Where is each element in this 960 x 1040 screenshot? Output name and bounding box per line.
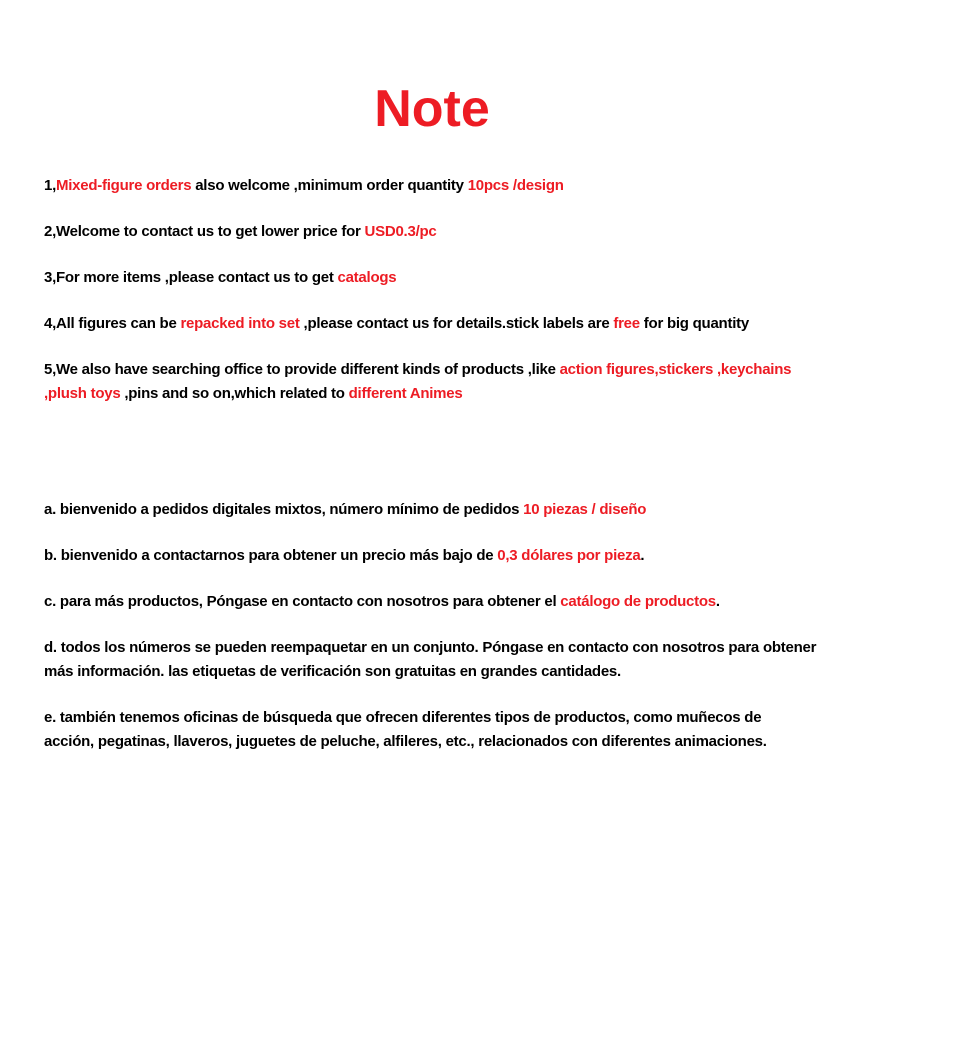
notes-spanish-section [44,498,920,754]
notes-english-section [44,174,920,406]
text-segment: 5,We also have searching office to provide different kinds of products ,like [44,360,560,378]
note-line [44,382,920,406]
text-segment: más información. las etiquetas de verificación son gratuitas en grandes cantidades. [44,662,621,680]
text-segment: 4,All figures can be [44,314,181,332]
text-segment: e. también tenemos oficinas de búsqueda que ofrecen diferentes tipos de productos, como muñecos de [44,708,762,726]
highlighted-text: free [613,314,640,332]
note-line [44,266,920,290]
note-line [44,220,920,244]
note-en [44,174,920,198]
note-line [44,636,920,660]
text-segment: b. bienvenido a contactarnos para obtener un precio más bajo de [44,546,498,564]
text-segment: 2,Welcome to contact us to get lower price for [44,222,365,240]
note-page [0,80,960,1040]
note-en [44,220,920,244]
text-segment: 1, [44,176,57,194]
note-line [44,590,920,614]
highlighted-text: ,plush toys [44,384,121,402]
note-line [44,358,920,382]
highlighted-text: catalogs [337,268,397,286]
note-en [44,358,920,406]
highlighted-text: action figures,stickers ,keychains [559,360,792,378]
note-es [44,498,920,522]
highlighted-text: repacked into set [180,314,300,332]
highlighted-text: Mixed-figure orders [56,176,192,194]
highlighted-text: 0,3 dólares por pieza [497,546,641,564]
note-line [44,174,920,198]
note-es [44,636,920,684]
text-segment: d. todos los números se pueden reempaquetar en un conjunto. Póngase en contacto con nosotros para obtener [44,638,817,656]
note-en [44,312,920,336]
note-line [44,706,920,730]
text-segment: 3,For more items ,please contact us to get [44,268,338,286]
text-segment: a. bienvenido a pedidos digitales mixtos, número mínimo de pedidos [44,500,524,518]
text-segment: acción, pegatinas, llaveros, juguetes de peluche, alfileres, etc., relacionados con diferentes animaciones. [44,732,767,750]
highlighted-text: USD0.3/pc [364,222,437,240]
note-es [44,590,920,614]
note-line [44,312,920,336]
text-segment: also welcome ,minimum order quantity [191,176,468,194]
text-segment: . [640,546,645,564]
text-segment: c. para más productos, Póngase en contacto con nosotros para obtener el [44,592,561,610]
highlighted-text: catálogo de productos [560,592,716,610]
note-es [44,706,920,754]
highlighted-text: 10pcs /design [467,176,564,194]
note-line [44,498,920,522]
note-es [44,544,920,568]
note-en [44,266,920,290]
note-line [44,660,920,684]
text-segment: ,pins and so on,which related to [120,384,349,402]
text-segment: . [715,592,720,610]
page-title: Note [374,80,490,138]
text-segment: ,please contact us for details.stick labels are [299,314,614,332]
highlighted-text: 10 piezas / diseño [523,500,647,518]
note-line [44,730,920,754]
text-segment: for big quantity [639,314,749,332]
note-line [44,544,920,568]
highlighted-text: different Animes [348,384,463,402]
